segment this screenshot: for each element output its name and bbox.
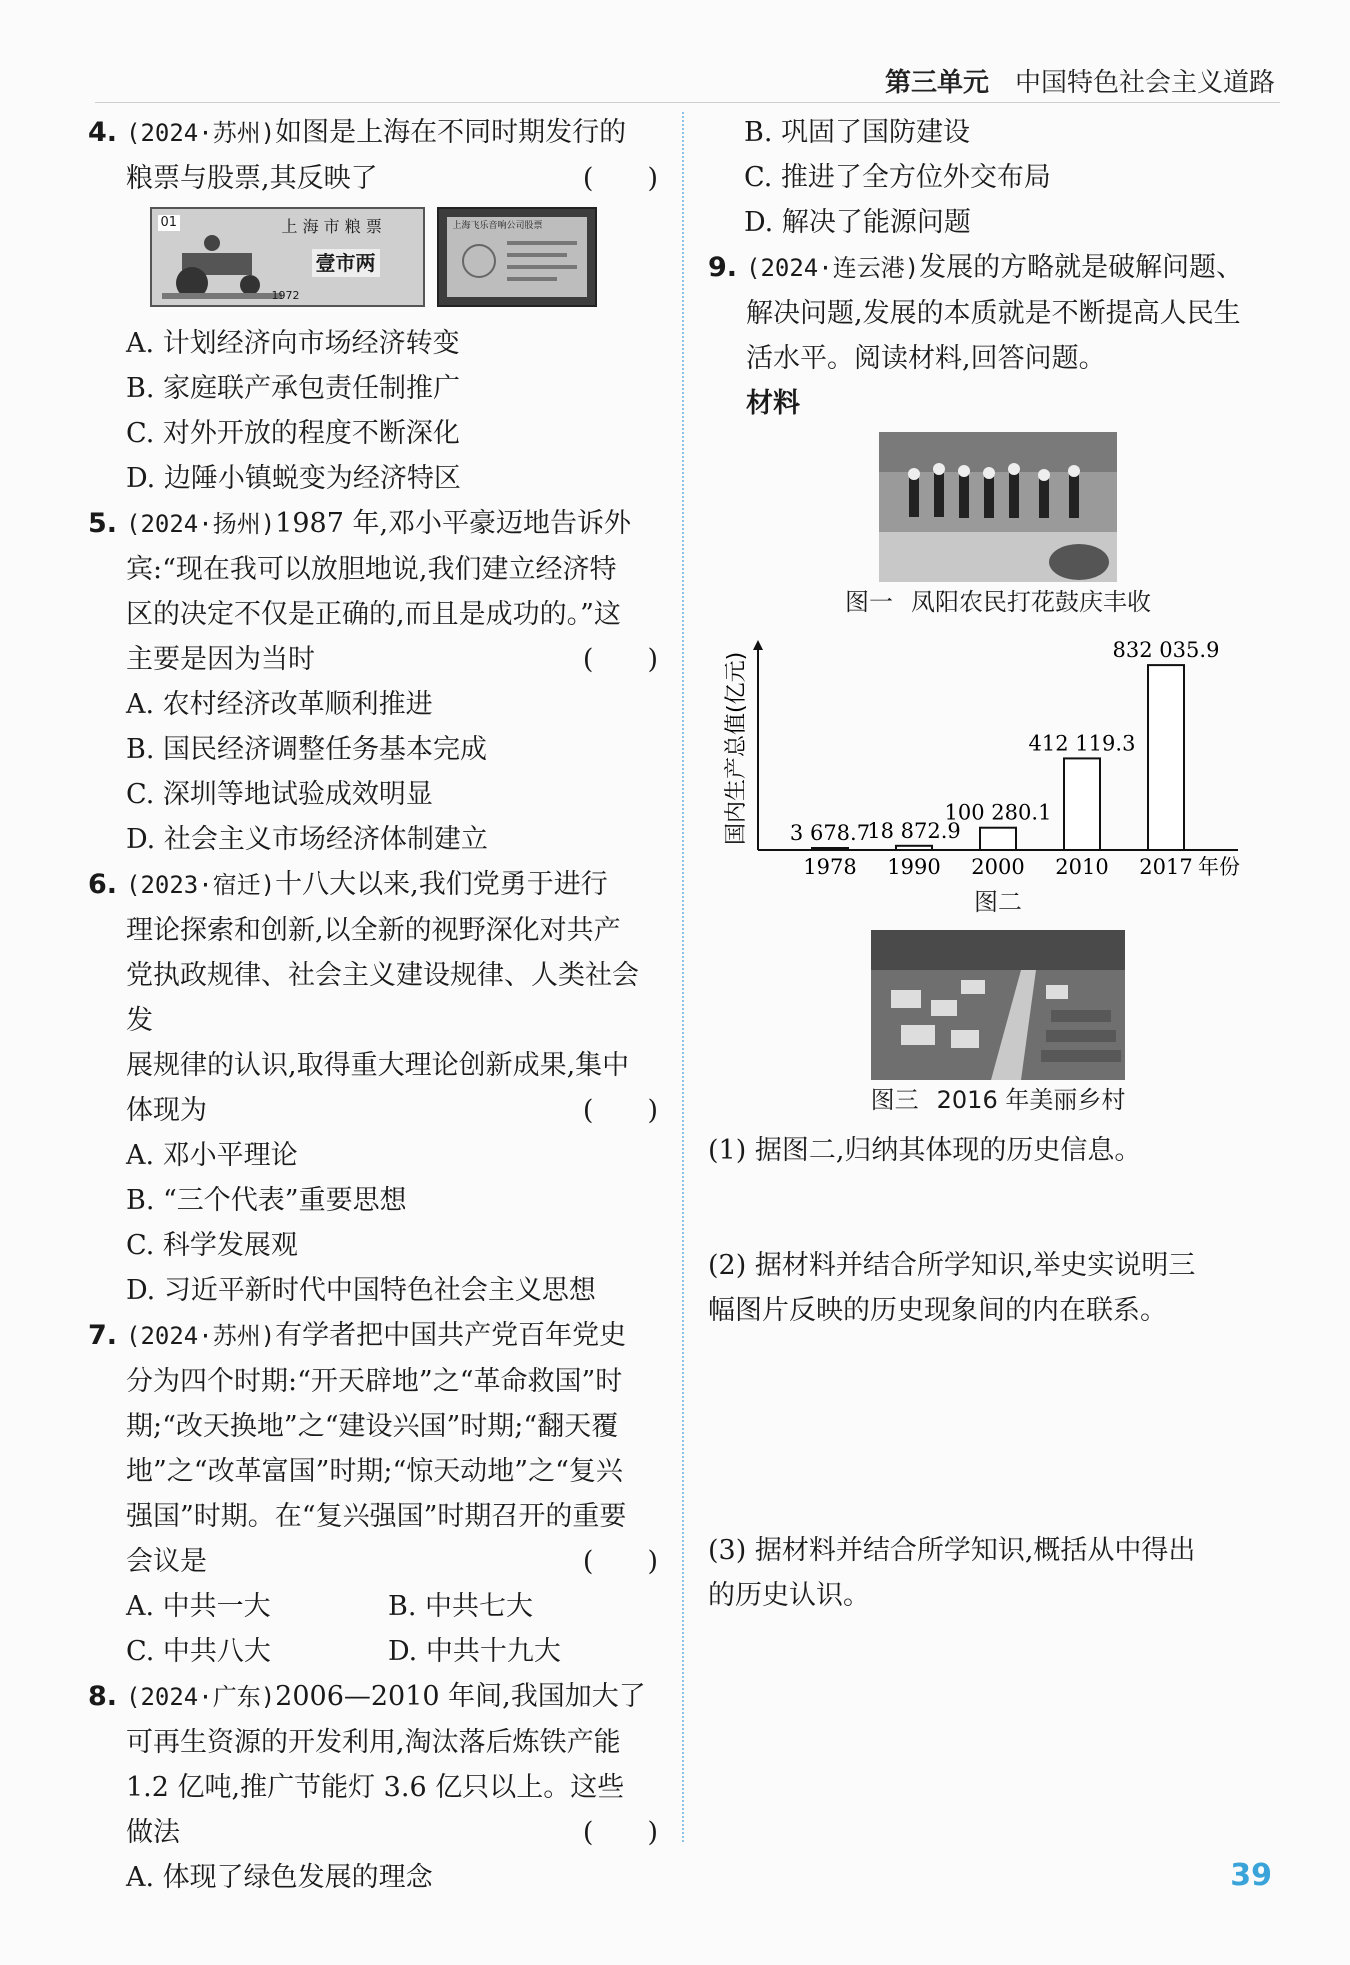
unit-label: 第三单元 (884, 68, 989, 98)
question-line (126, 547, 658, 592)
bar (1148, 665, 1184, 850)
ticket-title: 上 海 市 粮 票 (281, 217, 382, 236)
question-8 (88, 1674, 658, 1855)
question-line (126, 637, 658, 682)
question-line (126, 1404, 658, 1449)
question-text: 党执政规律、社会主义建设规律、人类社会发 (126, 960, 639, 1036)
question-line (746, 291, 1288, 336)
figure-3-photo (871, 930, 1125, 1080)
subquestion-2 (708, 1243, 1288, 1333)
grain-ticket-image (150, 207, 425, 307)
question-line (126, 110, 658, 156)
data-label: 832 035.9 (1112, 638, 1220, 663)
village-photo-icon (871, 930, 1125, 1080)
question-number: 8. (88, 1681, 118, 1712)
option-a[interactable]: A. 体现了绿色发展的理念 (126, 1862, 433, 1893)
option-c[interactable]: C. 推进了全方位外交布局 (744, 162, 1051, 193)
question-7 (88, 1313, 658, 1584)
question-text: 1.2 亿吨,推广节能灯 3.6 亿只以上。这些 (126, 1772, 625, 1803)
figure-caption-text: 2016 年美丽乡村 (936, 1086, 1126, 1114)
figure-label: 图二 (974, 888, 1022, 916)
question-number: 4. (88, 117, 118, 148)
figure-label: 图三 (870, 1086, 919, 1114)
question-source: (2024·苏州) (126, 1322, 276, 1350)
option-a[interactable]: A. 邓小平理论 (126, 1140, 298, 1171)
question-text: 解决问题,发展的本质就是不断提高人民生 (746, 298, 1241, 329)
stock-certificate-image (437, 207, 597, 307)
y-axis-arrow (753, 640, 763, 650)
option-c[interactable]: C. 深圳等地试验成效明显 (126, 779, 433, 810)
tick-label: 1990 (887, 855, 941, 879)
option-c[interactable]: C. 中共八大 (126, 1636, 271, 1667)
question-number: 6. (88, 869, 118, 900)
figure-label: 图一 (845, 588, 893, 616)
option-a[interactable]: A. 农村经济改革顺利推进 (126, 689, 433, 720)
y-axis-label: 国内生产总值(亿元) (724, 651, 749, 845)
ticket-number: 01 (158, 215, 181, 231)
certificate-title: 上海飞乐音响公司股票 (452, 221, 543, 231)
option-list (88, 682, 658, 862)
option-b[interactable]: B. 中共七大 (388, 1591, 534, 1622)
tick-label: 1978 (803, 855, 857, 879)
certificate-inner (447, 217, 587, 297)
subquestion-3 (708, 1528, 1288, 1618)
option-row (88, 1629, 658, 1674)
question-line (126, 1765, 658, 1810)
question-source: (2024·扬州) (126, 510, 276, 538)
option-list (88, 1133, 658, 1313)
tick-label: 2017 (1139, 855, 1193, 879)
question-line (126, 1720, 658, 1765)
question-9 (708, 245, 1288, 381)
question-text: 2006—2010 年间,我国加大了 (275, 1681, 646, 1712)
option-c[interactable]: C. 科学发展观 (126, 1230, 298, 1261)
option-d[interactable]: D. 中共十九大 (388, 1636, 561, 1667)
gdp-bar-chart (718, 630, 1278, 890)
question-text: 区的决定不仅是正确的,而且是成功的。”这 (126, 599, 621, 630)
option-a[interactable]: A. 计划经济向市场经济转变 (126, 328, 460, 359)
page-number: 39 (1230, 1858, 1272, 1893)
question-line (126, 1088, 658, 1133)
question-text: 发展的方略就是破解问题、 (919, 252, 1244, 283)
question-text: 会议是 (126, 1546, 207, 1577)
column-divider (682, 112, 684, 1842)
ticket-value: 壹市两 (312, 249, 380, 277)
question-4 (88, 110, 658, 201)
question-source: (2024·连云港) (746, 254, 920, 282)
question-number: 9. (708, 252, 738, 283)
header-rule (95, 102, 1280, 103)
option-list (88, 1855, 658, 1900)
question-line (746, 336, 1288, 381)
question-line (126, 156, 658, 201)
option-c[interactable]: C. 对外开放的程度不断深化 (126, 418, 460, 449)
question-source: (2024·苏州) (126, 119, 276, 147)
certificate-pattern-icon (447, 231, 587, 301)
question-number: 5. (88, 508, 118, 539)
left-column (88, 110, 658, 1900)
page-header (885, 62, 1275, 99)
figure-1-caption (708, 582, 1288, 622)
answer-blank[interactable]: ( ) (582, 1817, 658, 1848)
answer-blank[interactable]: ( ) (582, 644, 658, 675)
tractor-icon (162, 223, 282, 303)
data-label: 412 119.3 (1028, 731, 1136, 756)
question-line (126, 1359, 658, 1404)
question-text: 做法 (126, 1817, 180, 1848)
subquestion-line: 幅图片反映的历史现象间的内在联系。 (708, 1295, 1167, 1326)
ticket-year: 1972 (271, 289, 300, 302)
option-row (88, 1584, 658, 1629)
question-text: 分为四个时期:“开天辟地”之“革命救国”时 (126, 1366, 623, 1397)
question-line (126, 1449, 658, 1494)
answer-blank[interactable]: ( ) (582, 163, 658, 194)
question-line (126, 501, 658, 547)
figure-1-photo (879, 432, 1117, 582)
data-label: 100 280.1 (944, 800, 1052, 825)
question-line (126, 1494, 658, 1539)
question-text: 粮票与股票,其反映了 (126, 163, 378, 194)
option-d[interactable]: D. 边陲小镇蜕变为经济特区 (126, 463, 461, 494)
question-source: (2023·宿迁) (126, 871, 276, 899)
question-5 (88, 501, 658, 682)
bar (1064, 758, 1100, 850)
question-line (126, 1043, 658, 1088)
question-text: 强国”时期。在“复兴强国”时期召开的重要 (126, 1501, 627, 1532)
option-a[interactable]: A. 中共一大 (126, 1591, 271, 1622)
question-line (126, 1539, 658, 1584)
option-d[interactable]: D. 习近平新时代中国特色社会主义思想 (126, 1275, 596, 1306)
option-list (88, 321, 658, 501)
question-line (126, 1810, 658, 1855)
question-text: 体现为 (126, 1095, 207, 1126)
bar (812, 848, 848, 850)
data-label: 3 678.7 (789, 821, 871, 845)
question-source: (2024·广东) (126, 1683, 276, 1711)
option-b[interactable]: B. 国民经济调整任务基本完成 (126, 734, 488, 765)
option-b[interactable]: B. 家庭联产承包责任制推广 (126, 373, 461, 404)
question-text: 宾:“现在我可以放胆地说,我们建立经济特 (126, 554, 617, 585)
chart-svg (718, 630, 1278, 890)
figure-caption-text: 凤阳农民打花鼓庆丰收 (911, 588, 1151, 616)
material-label: 材料 (746, 388, 800, 419)
data-label: 18 872.9 (867, 818, 961, 843)
option-b[interactable]: B. “三个代表”重要思想 (126, 1185, 407, 1216)
question-text: 可再生资源的开发利用,淘汰落后炼铁产能 (126, 1727, 621, 1758)
drum-dance-photo-icon (879, 432, 1117, 582)
bar (980, 828, 1016, 850)
bar (896, 846, 932, 850)
question-number: 7. (88, 1320, 118, 1351)
option-b[interactable]: B. 巩固了国防建设 (744, 117, 971, 148)
x-axis-label: 年份 (1198, 855, 1240, 879)
option-d[interactable]: D. 解决了能源问题 (744, 207, 971, 238)
question-line (126, 953, 658, 1043)
subquestion-line: (3) 据材料并结合所学知识,概括从中得出 (708, 1535, 1196, 1566)
question-text: 展规律的认识,取得重大理论创新成果,集中 (126, 1050, 630, 1081)
option-d[interactable]: D. 社会主义市场经济体制建立 (126, 824, 488, 855)
tick-label: 2010 (1055, 855, 1109, 879)
answer-blank[interactable]: ( ) (582, 1095, 658, 1126)
question-text: 如图是上海在不同时期发行的 (275, 117, 627, 148)
question-text: 理论探索和创新,以全新的视野深化对共产 (126, 915, 621, 946)
question-text: 1987 年,邓小平豪迈地告诉外 (275, 508, 632, 539)
tick-label: 2000 (971, 855, 1025, 879)
subquestion-1: (1) 据图二,归纳其体现的历史信息。 (708, 1135, 1142, 1166)
question-line (126, 862, 658, 908)
unit-title: 中国特色社会主义道路 (1014, 68, 1275, 98)
question-line (126, 908, 658, 953)
question-line (126, 592, 658, 637)
question-6 (88, 862, 658, 1133)
right-column (708, 110, 1288, 1618)
question-text: 地”之“改革富国”时期;“惊天动地”之“复兴 (126, 1456, 623, 1487)
question-line (126, 1313, 658, 1359)
question-line (126, 1674, 658, 1720)
question-line (746, 245, 1288, 291)
subquestion-line: 的历史认识。 (708, 1580, 870, 1611)
figure-3-caption (708, 1080, 1288, 1120)
question-text: 主要是因为当时 (126, 644, 315, 675)
question-text: 期;“改天换地”之“建设兴国”时期;“翻天覆 (126, 1411, 619, 1442)
answer-blank[interactable]: ( ) (582, 1546, 658, 1577)
subquestion-line: (2) 据材料并结合所学知识,举史实说明三 (708, 1250, 1196, 1281)
question-text: 有学者把中国共产党百年党史 (275, 1320, 627, 1351)
ticket-images (88, 207, 658, 307)
option-list (708, 110, 1288, 245)
question-text: 十八大以来,我们党勇于进行 (275, 869, 608, 900)
question-text: 活水平。阅读材料,回答问题。 (746, 343, 1106, 374)
